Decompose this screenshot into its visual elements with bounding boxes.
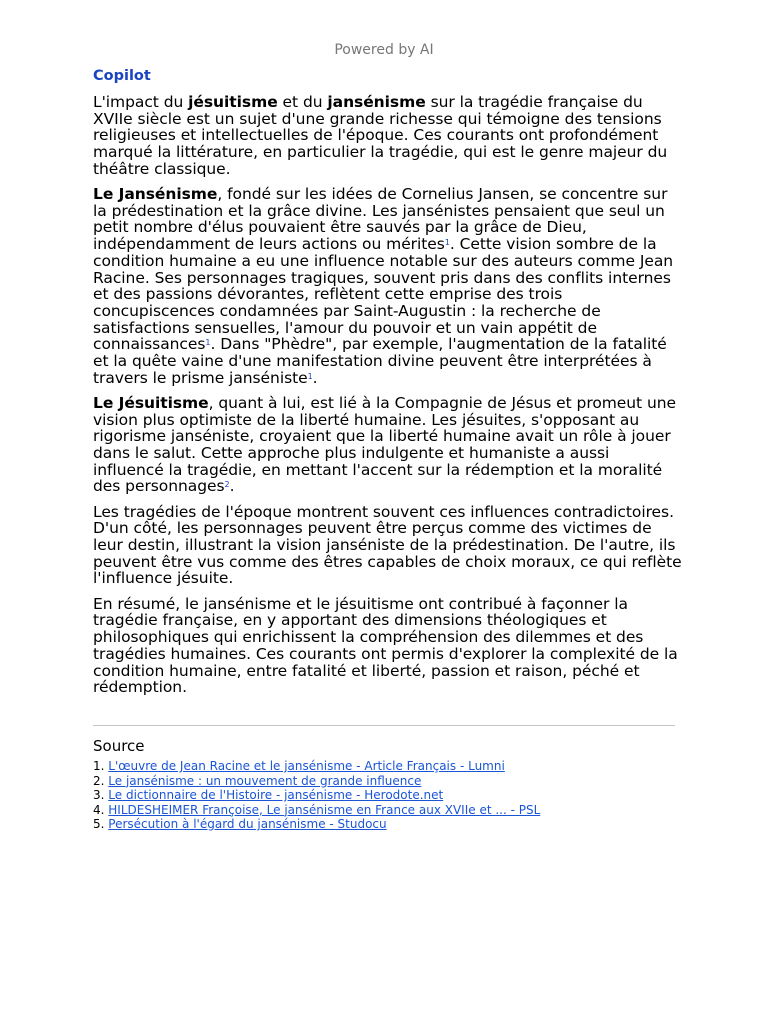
jansenism-text-3: . Dans "Phèdre", par exemple, l'augmentation de la fatalité et la quête vaine d'une manifestation divine peuvent être interprétées à travers le prisme janséniste <box>93 335 667 387</box>
jansenism-text-1: , fondé sur les idées de Cornelius Jansen, se concentre sur la prédestination et la grâce divine. Les jansénistes pensaient que seul un petit nombre d'élus pouvaient être sauvés par la grâce de Dieu, indépendamment de leurs actions ou mérites <box>93 185 668 254</box>
citation-link[interactable]: 1 <box>307 371 313 381</box>
term-jansenisme: jansénisme <box>327 93 426 111</box>
intro-text-1: L'impact du <box>93 93 189 111</box>
citation-link[interactable]: 2 <box>224 480 230 490</box>
summary-paragraph: En résumé, le jansénisme et le jésuitisme ont contribué à façonner la tragédie française, en y apportant des dimensions théologiques et philosophiques qui enrichissent la compréhension des dilemmes et des tragédies humaines. Ces courants ont permis d'explorer la complexité de la condition humaine, entre fatalité et liberté, passion et raison, péché et rédemption. <box>93 594 678 697</box>
source-item <box>93 803 540 818</box>
source-item <box>93 774 540 789</box>
source-number: 2. <box>93 773 105 788</box>
copilot-brand: Copilot <box>93 68 151 84</box>
citation-link[interactable]: 1 <box>205 338 211 348</box>
term-jesuitisme: jésuitisme <box>188 93 278 111</box>
source-number: 3. <box>93 788 105 802</box>
source-item <box>93 788 540 803</box>
source-heading: Source <box>93 737 145 755</box>
source-number: 4. <box>93 802 105 817</box>
intro-text-2: et du <box>277 93 328 111</box>
jesuitism-heading: Le Jésuitisme <box>93 393 209 412</box>
source-number: 5. <box>93 817 105 831</box>
source-link-herodote[interactable]: Le dictionnaire de l'Histoire - jansénisme - Herodote.net <box>108 788 444 802</box>
jansenism-paragraph <box>93 186 683 386</box>
jesuitism-text-2: . <box>229 477 235 496</box>
intro-text-3: sur la tragédie française du XVIIe siècle est un sujet d'une grande richesse qui témoigne des tensions religieuses et intellectuelles de l'époque. Ces courants ont profondément marqué la littérature, en particulier la tragédie, qui est le genre majeur du théâtre classique. <box>93 93 668 178</box>
intro-paragraph <box>93 94 683 178</box>
source-list <box>93 759 540 832</box>
powered-by-label: Powered by AI <box>334 42 434 58</box>
jansenism-text-4: . <box>312 368 318 387</box>
source-number: 1. <box>93 759 105 773</box>
source-link-jansenisme-influence[interactable]: Le jansénisme : un mouvement de grande influence <box>108 773 422 788</box>
contradictions-paragraph: Les tragédies de l'époque montrent souvent ces influences contradictoires. D'un côté, les personnages peuvent être perçus comme des victimes de leur destin, illustrant la vision janséniste de la prédestination. De l'autre, ils peuvent être vus comme des êtres capables de choix moraux, ce qui reflète l'influence jésuite. <box>93 502 682 588</box>
source-link-studocu[interactable]: Persécution à l'égard du jansénisme - Studocu <box>108 817 387 831</box>
source-link-psl[interactable]: HILDESHEIMER Françoise, Le jansénisme en France aux XVIIe et ... - PSL <box>108 802 541 817</box>
jesuitism-paragraph <box>93 395 683 495</box>
divider <box>93 725 675 726</box>
source-link-lumni[interactable]: L'œuvre de Jean Racine et le jansénisme - Article Français - Lumni <box>108 759 505 773</box>
jansenism-heading: Le Jansénisme <box>93 185 218 204</box>
jesuitism-text-1: , quant à lui, est lié à la Compagnie de Jésus et promeut une vision plus optimiste de la liberté humaine. Les jésuites, s'opposant au rigorisme janséniste, croyaient que la liberté humaine avait un rôle à jouer dans le salut. Cette approche plus indulgente et humaniste a aussi influencé la tragédie, en mettant l'accent sur la rédemption et la moralité des personnages <box>93 393 676 496</box>
source-item <box>93 759 540 774</box>
source-item <box>93 817 540 832</box>
jansenism-text-2: . Cette vision sombre de la condition humaine a eu une influence notable sur des auteurs comme Jean Racine. Ses personnages tragiques, souvent pris dans des conflits internes et des passions dévorantes, reflètent cette emprise des trois concupiscences condamnées par Saint-Augustin : la recherche de satisfactions sensuelles, l'amour du pouvoir et un vain appétit de connaissances <box>93 235 674 354</box>
answer-body <box>93 94 683 704</box>
citation-link[interactable]: 1 <box>444 238 450 248</box>
